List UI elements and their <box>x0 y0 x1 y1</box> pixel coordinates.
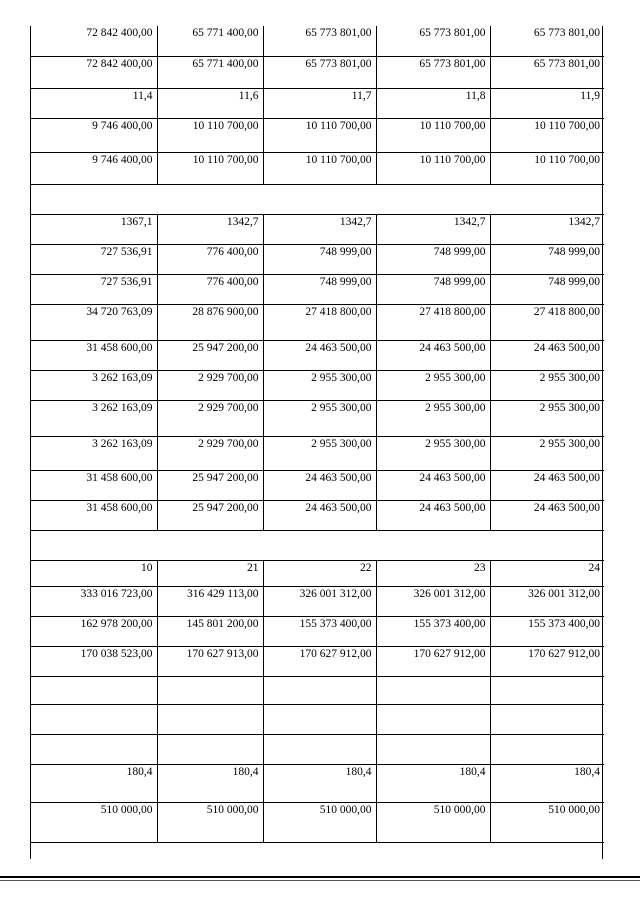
table-cell: 155 373 400,00 <box>376 616 490 646</box>
section-divider-row <box>31 184 604 214</box>
table-cell: 2 955 300,00 <box>263 400 376 436</box>
table-cell: 510 000,00 <box>157 802 263 842</box>
table-cell <box>490 676 604 704</box>
table-cell: 65 773 801,00 <box>376 26 490 56</box>
table-cell: 10 110 700,00 <box>376 152 490 184</box>
table-cell: 24 463 500,00 <box>263 500 376 530</box>
table-cell: 727 536,91 <box>31 274 157 304</box>
table-cell: 2 929 700,00 <box>157 370 263 400</box>
table-cell: 10 110 700,00 <box>157 152 263 184</box>
document-page <box>30 26 603 859</box>
table-cell <box>157 676 263 704</box>
table-cell: 11,6 <box>157 88 263 118</box>
table-cell: 748 999,00 <box>490 244 604 274</box>
table-row <box>31 470 604 500</box>
table-cell: 24 463 500,00 <box>376 340 490 370</box>
table-cell <box>263 704 376 734</box>
table-cell <box>376 704 490 734</box>
table-cell <box>263 734 376 764</box>
table-cell: 3 262 163,09 <box>31 436 157 470</box>
table-cell: 1342,7 <box>376 214 490 244</box>
table-cell: 2 955 300,00 <box>490 400 604 436</box>
table-cell: 180,4 <box>263 764 376 802</box>
table-cell: 72 842 400,00 <box>31 26 157 56</box>
table-cell: 316 429 113,00 <box>157 586 263 616</box>
table-cell: 776 400,00 <box>157 274 263 304</box>
table-cell: 65 773 801,00 <box>376 56 490 88</box>
table-cell: 180,4 <box>157 764 263 802</box>
table-row <box>31 676 604 704</box>
table-cell: 2 929 700,00 <box>157 436 263 470</box>
table-cell: 2 955 300,00 <box>263 436 376 470</box>
table-cell: 170 038 523,00 <box>31 646 157 676</box>
table-cell: 65 771 400,00 <box>157 26 263 56</box>
table-cell: 180,4 <box>376 764 490 802</box>
table-cell: 28 876 900,00 <box>157 304 263 340</box>
table-cell: 25 947 200,00 <box>157 340 263 370</box>
table-cell: 10 <box>31 560 157 586</box>
table-row <box>31 734 604 764</box>
table-cell: 2 955 300,00 <box>376 370 490 400</box>
table-cell: 776 400,00 <box>157 244 263 274</box>
table-cell: 2 955 300,00 <box>490 370 604 400</box>
table-cell <box>157 704 263 734</box>
table-row <box>31 370 604 400</box>
table-cell: 510 000,00 <box>376 802 490 842</box>
table-cell: 1342,7 <box>157 214 263 244</box>
table-cell: 155 373 400,00 <box>490 616 604 646</box>
table-row <box>31 500 604 530</box>
table-cell: 2 955 300,00 <box>490 436 604 470</box>
table-row <box>31 56 604 88</box>
table-cell: 10 110 700,00 <box>490 118 604 152</box>
table-cell: 510 000,00 <box>31 802 157 842</box>
table-cell: 748 999,00 <box>263 274 376 304</box>
table-row <box>31 704 604 734</box>
table-cell: 170 627 912,00 <box>263 646 376 676</box>
table-cell: 2 955 300,00 <box>376 400 490 436</box>
table-row <box>31 118 604 152</box>
table-cell: 3 262 163,09 <box>31 370 157 400</box>
table-row <box>31 304 604 340</box>
table-cell <box>376 676 490 704</box>
table-cell: 748 999,00 <box>263 244 376 274</box>
table-cell: 11,8 <box>376 88 490 118</box>
table-cell: 2 929 700,00 <box>157 400 263 436</box>
table-cell: 65 773 801,00 <box>263 26 376 56</box>
table-cell: 2 955 300,00 <box>376 436 490 470</box>
table-cell: 24 463 500,00 <box>263 340 376 370</box>
table-cell: 155 373 400,00 <box>263 616 376 646</box>
table-cell: 24 463 500,00 <box>263 470 376 500</box>
table-cell: 31 458 600,00 <box>31 340 157 370</box>
table-cell: 25 947 200,00 <box>157 500 263 530</box>
table-cell: 170 627 913,00 <box>157 646 263 676</box>
table-cell: 72 842 400,00 <box>31 56 157 88</box>
table-row <box>31 616 604 646</box>
page-bottom-rule-thin <box>0 880 640 881</box>
table-cell <box>376 734 490 764</box>
table-cell <box>31 676 157 704</box>
table-cell: 10 110 700,00 <box>157 118 263 152</box>
table-cell: 510 000,00 <box>490 802 604 842</box>
table-cell: 727 536,91 <box>31 244 157 274</box>
page-bottom-rule <box>0 876 640 878</box>
table-cell: 2 955 300,00 <box>263 370 376 400</box>
section-divider-cell <box>31 184 604 214</box>
table-cell: 27 418 800,00 <box>490 304 604 340</box>
table-cell: 24 463 500,00 <box>376 500 490 530</box>
table-cell: 24 463 500,00 <box>490 470 604 500</box>
table-row <box>31 88 604 118</box>
table-cell: 326 001 312,00 <box>376 586 490 616</box>
table-row <box>31 26 604 56</box>
table-cell: 27 418 800,00 <box>263 304 376 340</box>
table-cell: 24 <box>490 560 604 586</box>
table-cell: 162 978 200,00 <box>31 616 157 646</box>
table-cell: 11,7 <box>263 88 376 118</box>
table-cell: 34 720 763,09 <box>31 304 157 340</box>
table-cell: 24 463 500,00 <box>376 470 490 500</box>
table-cell: 510 000,00 <box>263 802 376 842</box>
section-divider-row <box>31 530 604 560</box>
table-cell: 27 418 800,00 <box>376 304 490 340</box>
table-row <box>31 400 604 436</box>
table-row <box>31 214 604 244</box>
table-cell: 145 801 200,00 <box>157 616 263 646</box>
table-cell <box>31 704 157 734</box>
table-cell: 748 999,00 <box>490 274 604 304</box>
table-row <box>31 244 604 274</box>
table-cell <box>157 734 263 764</box>
table-row <box>31 646 604 676</box>
table-cell: 748 999,00 <box>376 244 490 274</box>
table-cell: 31 458 600,00 <box>31 500 157 530</box>
table-cell: 11,9 <box>490 88 604 118</box>
table-cell: 333 016 723,00 <box>31 586 157 616</box>
table-row <box>31 560 604 586</box>
table-cell: 10 110 700,00 <box>263 118 376 152</box>
table-cell <box>490 734 604 764</box>
table-row <box>31 586 604 616</box>
table-cell: 65 771 400,00 <box>157 56 263 88</box>
table-cell: 24 463 500,00 <box>490 340 604 370</box>
financial-table <box>31 26 604 843</box>
table-row <box>31 340 604 370</box>
section-divider-cell <box>31 530 604 560</box>
table-cell <box>31 734 157 764</box>
table-cell: 3 262 163,09 <box>31 400 157 436</box>
table-row <box>31 152 604 184</box>
table-cell: 1342,7 <box>490 214 604 244</box>
table-cell: 65 773 801,00 <box>263 56 376 88</box>
table-cell: 9 746 400,00 <box>31 152 157 184</box>
table-cell: 24 463 500,00 <box>490 500 604 530</box>
table-cell: 65 773 801,00 <box>490 56 604 88</box>
table-cell: 180,4 <box>490 764 604 802</box>
table-cell: 25 947 200,00 <box>157 470 263 500</box>
table-cell: 10 110 700,00 <box>490 152 604 184</box>
table-cell: 9 746 400,00 <box>31 118 157 152</box>
table-cell: 21 <box>157 560 263 586</box>
table-cell: 10 110 700,00 <box>376 118 490 152</box>
table-cell: 11,4 <box>31 88 157 118</box>
table-body <box>31 26 604 842</box>
table-cell: 170 627 912,00 <box>490 646 604 676</box>
table-cell: 180,4 <box>31 764 157 802</box>
table-row <box>31 436 604 470</box>
table-cell: 326 001 312,00 <box>263 586 376 616</box>
table-cell: 1367,1 <box>31 214 157 244</box>
table-cell: 31 458 600,00 <box>31 470 157 500</box>
table-cell <box>490 704 604 734</box>
table-cell: 23 <box>376 560 490 586</box>
table-row <box>31 274 604 304</box>
table-cell: 170 627 912,00 <box>376 646 490 676</box>
table-cell: 326 001 312,00 <box>490 586 604 616</box>
table-row <box>31 764 604 802</box>
table-row <box>31 802 604 842</box>
table-cell <box>263 676 376 704</box>
table-cell: 748 999,00 <box>376 274 490 304</box>
table-cell: 65 773 801,00 <box>490 26 604 56</box>
table-cell: 22 <box>263 560 376 586</box>
table-cell: 1342,7 <box>263 214 376 244</box>
table-cell: 10 110 700,00 <box>263 152 376 184</box>
